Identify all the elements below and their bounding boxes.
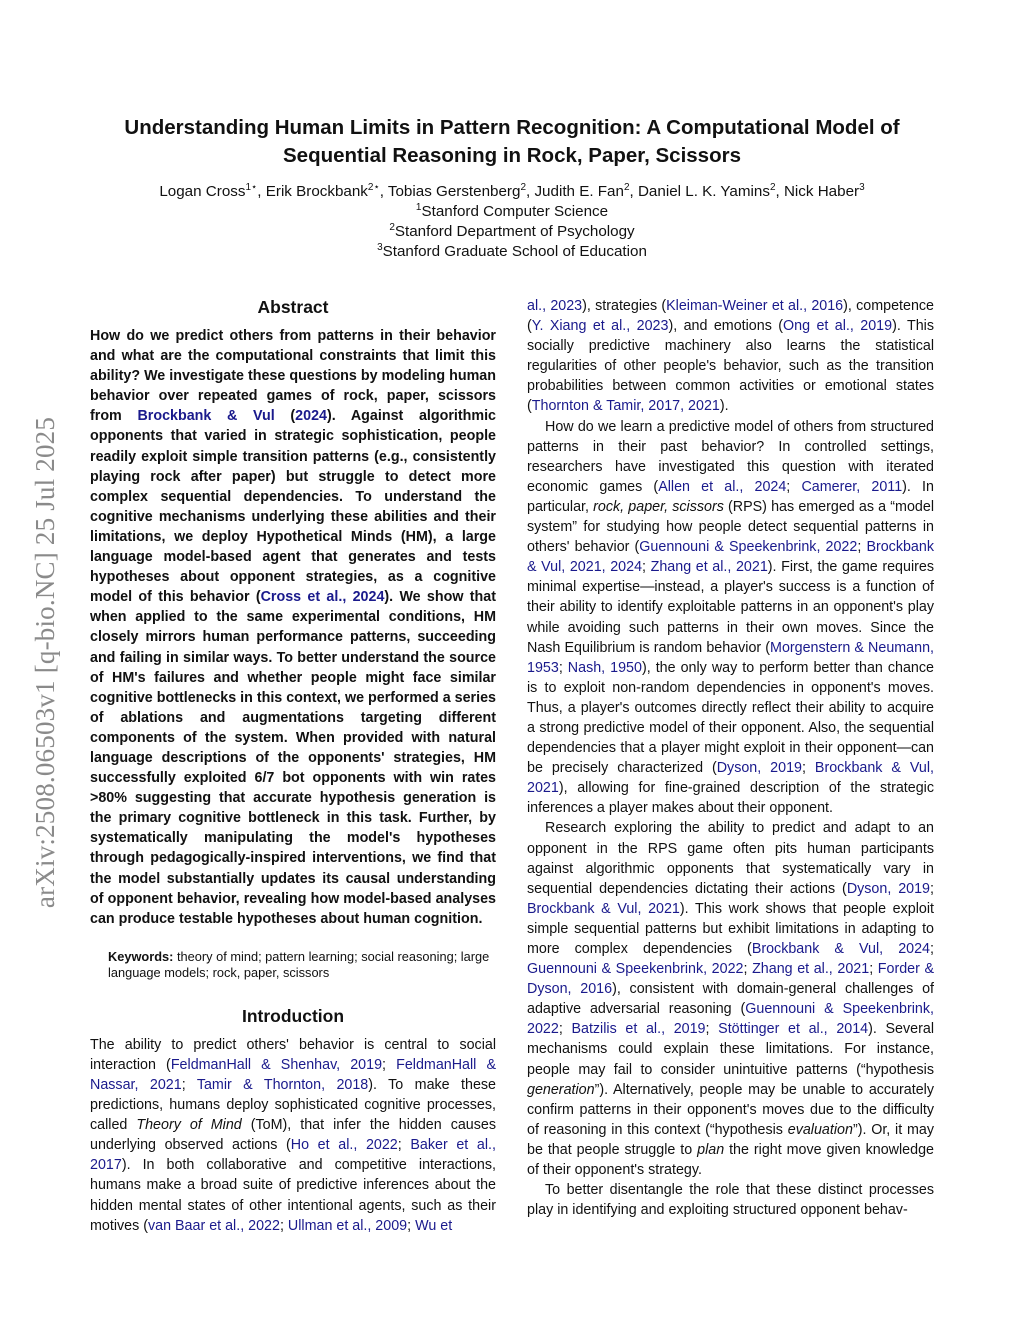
emphasized-text: Theory of Mind [136,1117,242,1134]
citation-link[interactable]: Guennouni & Speekenbrink, 2022 [639,539,858,556]
author-list: Logan Cross$^{1⋆}$, Erik Brockbank$^{2⋆}$, Tobias Gerstenberg$^2$, Judith E. Fan$^2$, Daniel L. K. Yamins$^2$, Nick Haber$^3$ [159,181,865,200]
author-affiliation-mark: 3 [859,181,865,193]
body-text-run: ). To make these predictions, humans deploy sophisticated cognitive processes, called [90,1077,496,1134]
citation-link[interactable]: Ong et al., 2019 [783,318,893,335]
author-affiliation-mark: 2⋆ [367,181,380,193]
introduction-paragraph-3 [527,818,934,1180]
abstract-citation-brockbank-year[interactable]: 2024 [295,408,327,425]
author [784,183,865,200]
body-text-run: ; [743,961,753,978]
body-text-run: ; [181,1077,197,1093]
body-text-run: The ability to predict others' behavior is central to social interaction ( [90,1036,496,1073]
affiliation [90,242,934,262]
author-name: Daniel L. K. Yamins [637,183,770,200]
body-text-run: ). In both collaborative and competitive interactions, humans make a broad suite of predictive inferences about the hidden mental states of other intentional agents, such as their motives ( [90,1157,496,1234]
keywords-text: theory of mind; pattern learning; social reasoning; large language models; rock, paper, scissors [108,948,490,980]
body-text-run: ; [786,478,802,495]
body-text-run: ), strategies ( [582,298,667,314]
body-text-run: ), the only way to perform better than chance is to exploit non-random dependencies in opponent's moves. Thus, a player's outcomes directly reflect their ability to acquire a strong predictive model of their opponent. Also, the sequential dependencies that a player might exploit in their opponent—can be precisely characterized ( [527,659,934,777]
abstract-citation-brockbank[interactable]: Brockbank & Vul [137,408,275,425]
citation-link[interactable]: FeldmanHall & Shenhav, 2019 [170,1056,383,1073]
body-text-run: ). In particular, [527,478,934,515]
affiliation-text: Stanford Graduate School of Education [382,243,647,260]
author [159,183,257,200]
introduction-paragraph-4 [527,1180,934,1220]
affiliation [90,222,934,242]
body-text-run: ; [869,961,878,978]
author-affiliation-mark: 2 [623,181,630,193]
affiliation-number: 1 [415,201,422,213]
citation-link[interactable]: van Baar et al., 2022 [148,1217,280,1234]
body-text-run: ; [930,880,934,897]
author-name: Tobias Gerstenberg [387,183,521,200]
citation-link[interactable]: Brockbank & Vul, 2024 [751,941,931,957]
abstract-part-3: ). We show that when applied to the same experimental conditions, HM closely mirrors human performance patterns, succeeding and failing in similar ways. To better understand the source of HM's failures and whether people might face similar cognitive bottlenecks in this context, we performed a series of ablations and augmentations targeting different components of the system. When provided with natural language descriptions of the opponents' strategies, HM successfully exploited 6/7 bot opponents with win rates >80% suggesting that accurate hypothesis generation is the primary cognitive bottleneck in this task. Further, by systematically manipulating the model's hypotheses through pedagogically-inspired interventions, we find that the model substantially updates its causal understanding of opponent behavior, revealing how model-based analyses can produce testable hypotheses about human cognition. [90,589,496,927]
citation-link[interactable]: Wu et [415,1217,453,1234]
paper-title [90,114,934,170]
affiliation-number: 2 [389,221,395,233]
body-text-run: ). This work shows that people exploit simple sequential patterns but exhibit limitations in adapting to more complex dependencies ( [527,900,934,957]
author-name: Logan Cross [159,183,246,200]
citation-link[interactable]: Ullman et al., 2009 [287,1217,408,1234]
citation-link[interactable]: FeldmanHall & Nassar, 2021 [90,1056,496,1093]
citation-link[interactable]: Camerer, 2011 [801,478,903,495]
introduction-heading: Introduction [241,1005,345,1026]
citation-link[interactable]: Guennouni & Speekenbrink, 2022 [527,1001,934,1038]
citation-link[interactable]: Baker et al., 2017 [90,1137,496,1174]
paper-header [90,114,934,262]
citation-link[interactable]: Kleiman-Weiner et al., 2016 [666,298,844,314]
affiliation-text: Stanford Computer Science [421,203,609,220]
body-text-run: ; [642,559,651,576]
emphasized-text: plan [697,1141,725,1158]
body-text-run: ; [857,539,867,556]
body-text-run: ; [801,760,815,777]
author-name: Nick Haber [783,183,860,200]
citation-link[interactable]: Tamir & Thornton, 2018 [196,1077,369,1093]
citation-link[interactable]: Zhang et al., 2021 [650,559,768,576]
citation-link[interactable]: Dyson, 2019 [846,880,931,897]
abstract-citation-cross[interactable]: Cross et al., 2024 [260,589,385,606]
body-text-run: ; [407,1217,416,1234]
title-line-2: Sequential Reasoning in Rock, Paper, Scissors [283,144,741,167]
author-affiliation-mark: 1⋆ [245,181,258,193]
author-affiliation-mark: 2 [769,181,776,193]
introduction-paragraph-1-continued [527,296,934,417]
body-text-run: How do we learn a predictive model of others from structured patterns in their past behavior? In controlled settings, researchers have investigated this question with iterated economic games ( [527,418,934,495]
citation-link[interactable]: Y. Xiang et al., 2023 [531,318,669,335]
body-text-run: ), consistent with domain-general challenges of adaptive adversarial reasoning ( [527,981,934,1018]
author-name: Judith E. Fan [534,183,624,200]
body-text-run: the right move given knowledge of their opponent's strategy. [527,1141,934,1179]
citation-link[interactable]: Batzilis et al., 2019 [571,1021,706,1038]
author-affiliation-mark: 2 [520,181,526,193]
body-text-run: ; [930,941,934,957]
arxiv-identifier-stamp [26,352,66,972]
body-text-run: ; [279,1217,288,1234]
emphasized-text: evaluation [787,1121,853,1138]
citation-link[interactable]: Thornton & Tamir, 2017, 2021 [531,398,720,415]
citation-link[interactable]: Guennouni & Speekenbrink, 2022 [527,961,744,978]
title-line-1: Understanding Human Limits in Pattern Recognition: A Computational Model of [124,116,900,139]
citation-link[interactable]: Morgenstern & Neumann, 1953 [527,639,935,676]
body-text-run: ), allowing for fine-grained description of the strategic inferences a player makes about their opponent. [527,780,934,817]
citation-link[interactable]: al., 2023 [527,298,583,314]
body-text-run: ). Several mechanisms could explain these limitations. For instance, people may fail to consider unintuitive patterns (“hypothesis [527,1021,934,1078]
citation-link[interactable]: Brockbank & Vul, 2021 [527,900,680,917]
citation-link[interactable]: Brockbank & Vul, 2021 [527,760,934,797]
citation-link[interactable]: Dyson, 2019 [716,760,802,777]
arxiv-identifier-text: arXiv:2508.06503v1 [q-bio.NC] 25 Jul 2025 [30,416,61,908]
citation-link[interactable]: Brockbank & Vul, 2021, 2024 [527,539,934,576]
introduction-paragraph-1 [90,1035,496,1236]
citation-link[interactable]: Zhang et al., 2021 [752,961,870,978]
keywords [108,949,496,981]
affiliation [90,202,934,222]
emphasized-text: generation [527,1081,595,1098]
body-text-run: ). This socially predictive machinery also learns the statistical regularities of other people's behavior, such as the transition probabilities between common activities or emotional states ( [527,318,934,415]
emphasized-text: rock, paper, scissors [593,498,724,515]
citation-link[interactable]: Nash, 1950 [567,659,642,676]
introduction-paragraph-2 [527,417,934,819]
affiliation-text: Stanford Department of Psychology [394,223,635,240]
abstract-part-2: ). Against algorithmic opponents that varied in strategic sophistication, people readily exploit simple transition patterns (e.g., consistently playing rock after paper) but struggle to detect more complex sequential dependencies. To understand the cognitive mechanisms underlying these abilities and their limitations, we deploy Hypothetical Minds (HM), a large language model-based agent that generates and tests hypotheses about opponent strategies, as a cognitive model of this behavior ( [90,408,497,606]
citation-link[interactable]: Forder & Dyson, 2016 [527,961,935,998]
body-text-run: ), competence ( [527,298,934,335]
body-text-run: ). [719,398,729,415]
abstract-paren: ( [274,408,296,425]
body-text-run: ”). Or, it may be that people struggle to [527,1121,934,1158]
affiliation-number: 3 [377,241,383,253]
affiliation-list [90,202,934,262]
body-text-run: To better disentangle the role that these distinct processes play in identifying and exploiting structured opponent behav- [527,1182,934,1219]
citation-link[interactable]: Stöttinger et al., 2014 [718,1021,869,1038]
body-text-run: ; [397,1137,411,1154]
body-text-run: ”). Alternatively, people may be unable to accurately confirm patterns in their opponent's moves due to the difficulty of reasoning in this context (“hypothesis [527,1081,934,1138]
abstract-part-1: How do we predict others from patterns in their behavior and what are the computational constraints that limit this ability? We investigate these questions by modeling human behavior over repeated games of rock, paper, scissors from [90,328,496,425]
body-text-run: (ToM), that infer the hidden causes underlying observed actions ( [90,1117,497,1154]
abstract-heading: Abstract [257,297,329,317]
citation-link[interactable]: Ho et al., 2022 [290,1137,398,1154]
author-name: Erik Brockbank [265,183,368,200]
author [388,183,526,200]
body-text-run: ). First, the game requires minimal expertise—instead, a player's success is a function of their ability to identify exploitable patterns in an opponent's play while avoiding such patterns in their own moves. Since the Nash Equilibrium is random behavior ( [527,559,934,656]
body-text-run: Research exploring the ability to predict and adapt to an opponent in the RPS game often pits human participants against algorithmic opponents that systematically vary in sequential dependencies dictating their actions ( [527,820,934,897]
abstract-text [90,326,496,929]
body-text-run: ; [382,1056,397,1073]
author [266,183,380,200]
citation-link[interactable]: Allen et al., 2024 [658,478,787,495]
author [534,183,629,200]
left-column [90,294,496,1236]
author [638,183,776,200]
body-text-run: ; [558,659,568,676]
keywords-label: Keywords: [108,948,174,964]
right-column [527,296,934,1220]
body-text-run: ; [558,1021,572,1038]
body-text-run: (RPS) has emerged as a “model system” for studying how people detect sequential patterns in others' behavior ( [527,498,934,556]
body-text-run: ), and emotions ( [668,318,784,335]
body-text-run: ; [705,1021,719,1038]
